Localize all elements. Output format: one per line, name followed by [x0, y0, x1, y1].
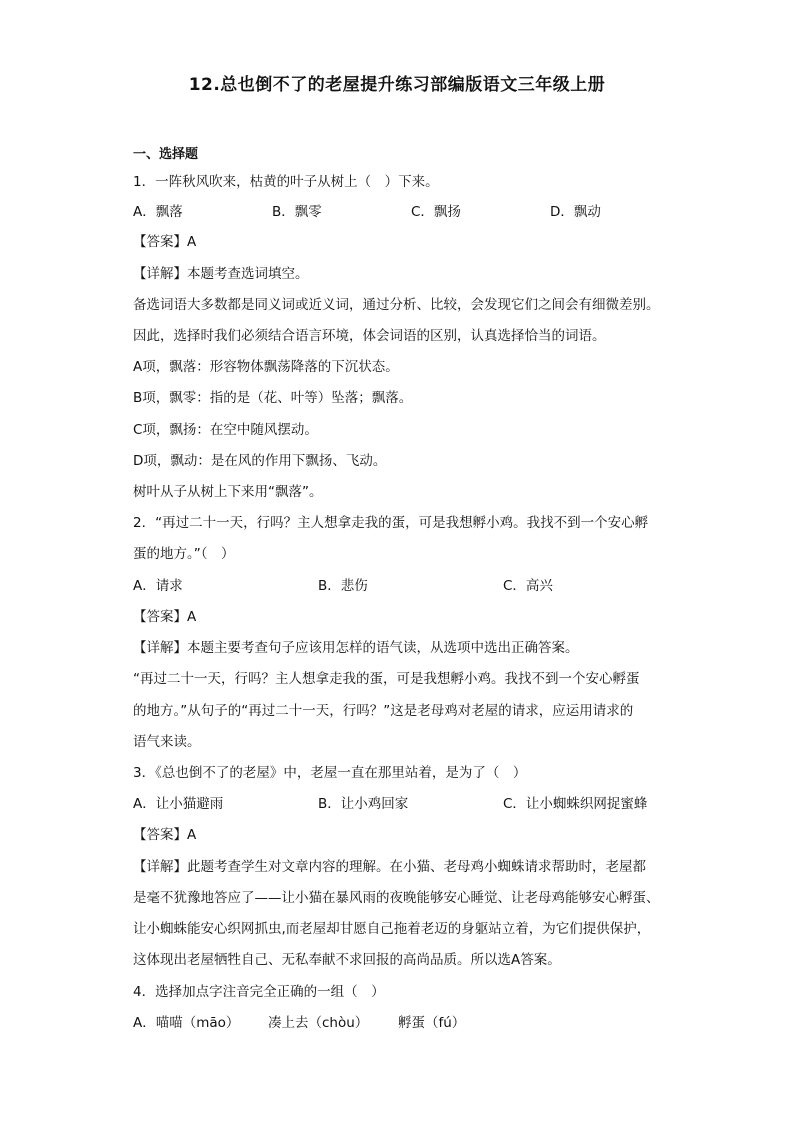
q3-answer: 【答案】A — [133, 827, 197, 843]
q2-option-b: B．悲伤 — [318, 578, 368, 594]
q2-detail-line: 【详解】本题主要考查句子应该用怎样的语气读，从选项中选出正确答案。 — [133, 640, 579, 656]
q2-answer: 【答案】A — [133, 609, 197, 625]
q2-detail-line: 语气来读。 — [133, 734, 201, 750]
q4-option-a-word-2: 凑上去（chòu） — [268, 1015, 369, 1031]
q1-option-b: B．飘零 — [272, 204, 322, 220]
q1-detail-line: 【详解】本题考查选词填空。 — [133, 266, 309, 282]
q4-option-a-word-3: 孵蛋（fú） — [398, 1015, 466, 1031]
q1-option-a: A．飘落 — [133, 204, 183, 220]
q1-detail-line: A项，飘落：形容物体飘荡降落的下沉状态。 — [133, 359, 399, 375]
q3-option-c: C．让小蜘蛛织网捉蜜蜂 — [503, 796, 648, 812]
question-4-stem: 4．选择加点字注音完全正确的一组（ ） — [133, 984, 385, 1000]
q3-option-b: B．让小鸡回家 — [318, 796, 409, 812]
q3-option-a: A．让小猫避雨 — [133, 796, 224, 812]
q2-option-c: C．高兴 — [503, 578, 553, 594]
q1-detail-line: 因此，选择时我们必须结合语言环境，体会词语的区别，认真选择恰当的词语。 — [133, 328, 606, 344]
question-2-stem: 蛋的地方。”（ ） — [133, 546, 235, 562]
q1-detail-line: B项，飘零：指的是（花、叶等）坠落；飘落。 — [133, 390, 413, 406]
question-2-stem: 2．“再过二十一天，行吗？主人想拿走我的蛋，可是我想孵小鸡。我找不到一个安心孵 — [133, 515, 649, 531]
q2-detail-line: “再过二十一天，行吗？主人想拿走我的蛋，可是我想孵小鸡。我找不到一个安心孵蛋 — [133, 671, 640, 687]
q1-option-c: C．飘扬 — [411, 204, 461, 220]
q3-detail-line: 让小蜘蛛能安心织网抓虫,而老屋却甘愿自己拖着老迈的身躯站立着，为它们提供保护， — [133, 921, 651, 937]
q1-detail-line: 树叶从子从树上下来用“飘落”。 — [133, 484, 323, 500]
q1-answer: 【答案】A — [133, 234, 197, 250]
q1-detail-line: C项，飘扬：在空中随风摆动。 — [133, 422, 318, 438]
q1-detail-line: 备选词语大多数都是同义词或近义词，通过分析、比较，会发现它们之间会有细微差别。 — [133, 297, 660, 313]
question-1-stem: 1．一阵秋风吹来，枯黄的叶子从树上（ ）下来。 — [133, 174, 439, 190]
question-3-stem: 3．《总也倒不了的老屋》中，老屋一直在那里站着，是为了（ ） — [133, 765, 527, 781]
q3-detail-line: 是毫不犹豫地答应了——让小猫在暴风雨的夜晚能够安心睡觉、让老母鸡能够安心孵蛋、 — [133, 890, 660, 906]
q2-option-a: A．请求 — [133, 578, 183, 594]
q1-option-d: D．飘动 — [550, 204, 601, 220]
q2-detail-line: 的地方。”从句子的“再过二十一天，行吗？”这是老母鸡对老屋的请求，应运用请求的 — [133, 703, 634, 719]
q3-detail-line: 这体现出老屋牺牲自己、无私奉献不求回报的高尚品质。所以选A答案。 — [133, 952, 561, 968]
q3-detail-line: 【详解】此题考查学生对文章内容的理解。在小猫、老母鸡小蜘蛛请求帮助时，老屋都 — [133, 859, 646, 875]
q1-detail-line: D项，飘动：是在风的作用下飘扬、飞动。 — [133, 453, 387, 469]
q4-option-a-word-1: A．喵喵（māo） — [133, 1015, 240, 1031]
section-heading: 一、选择题 — [133, 147, 199, 162]
page-title: 12.总也倒不了的老屋提升练习部编版语文三年级上册 — [188, 75, 606, 95]
